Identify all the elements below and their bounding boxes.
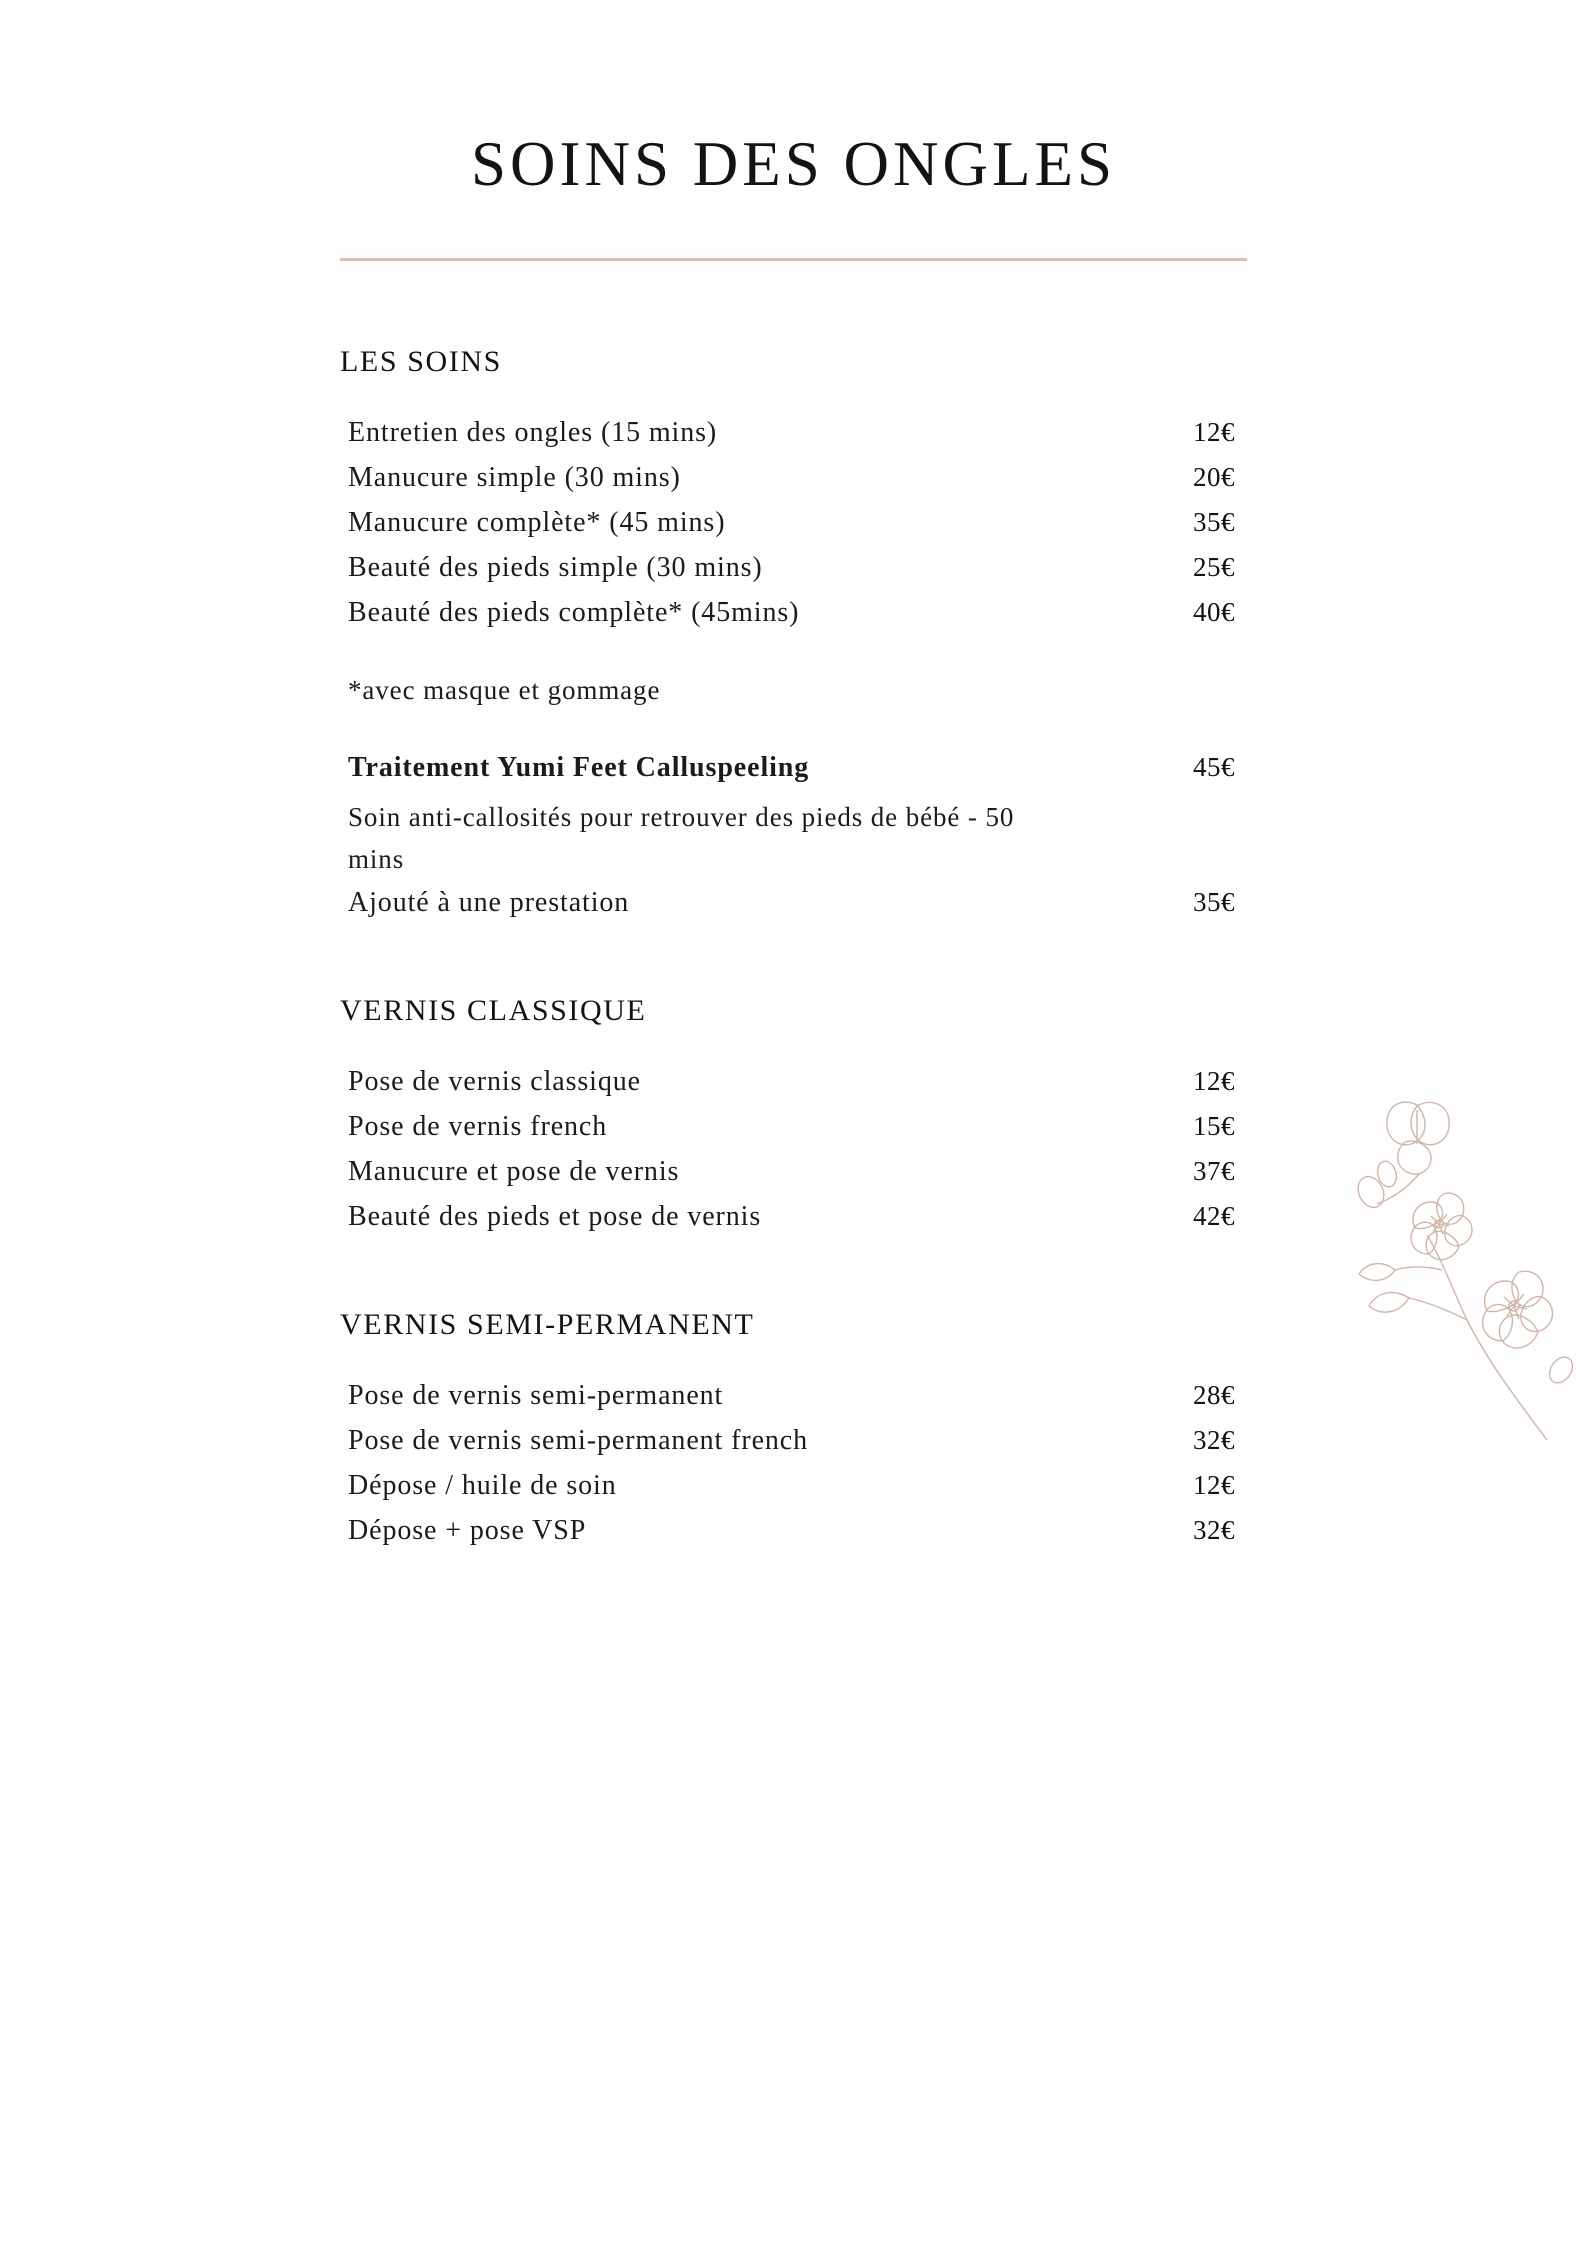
list-item xyxy=(340,462,1260,494)
section-vernis-semi-permanent xyxy=(340,1308,1260,1547)
list-item-featured xyxy=(340,752,1260,784)
service-price: 20€ xyxy=(1193,462,1235,492)
section-footnote: *avec masque et gommage xyxy=(348,675,661,705)
section-heading: VERNIS SEMI-PERMANENT xyxy=(340,1307,755,1341)
service-label: Pose de vernis classique xyxy=(348,1065,641,1097)
service-price: 42€ xyxy=(1193,1200,1235,1231)
service-label: Pose de vernis semi-permanent french xyxy=(348,1424,809,1456)
price-list xyxy=(340,1380,1260,1547)
section-heading: LES SOINS xyxy=(340,345,502,378)
featured-service xyxy=(340,752,1260,919)
service-label: Manucure et pose de vernis xyxy=(348,1155,680,1187)
list-item xyxy=(340,1425,1260,1457)
service-price: 12€ xyxy=(1193,417,1235,447)
service-label: Entretien des ongles (15 mins) xyxy=(348,417,718,448)
service-description: Soin anti-callosités pour retrouver des pieds de bébé - 50 mins xyxy=(348,802,1015,874)
service-price: 35€ xyxy=(1193,507,1235,537)
service-price: 25€ xyxy=(1193,552,1235,582)
service-label: Beauté des pieds simple (30 mins) xyxy=(348,552,763,583)
title-block xyxy=(0,130,1587,199)
service-price: 35€ xyxy=(1193,886,1235,917)
list-item xyxy=(340,1201,1260,1233)
list-item xyxy=(340,1515,1260,1547)
section-heading: VERNIS CLASSIQUE xyxy=(340,993,647,1027)
service-price: 32€ xyxy=(1193,1514,1235,1545)
section-gap xyxy=(340,1246,1260,1308)
service-price: 37€ xyxy=(1193,1155,1235,1186)
service-price: 40€ xyxy=(1193,597,1235,627)
page-title: SOINS DES ONGLES xyxy=(470,129,1117,199)
service-label: Dépose + pose VSP xyxy=(348,1514,587,1546)
list-item xyxy=(340,1470,1260,1502)
service-label: Manucure simple (30 mins) xyxy=(348,462,681,493)
service-price: 15€ xyxy=(1193,1110,1235,1141)
list-item xyxy=(340,507,1260,539)
list-item xyxy=(340,1380,1260,1412)
service-label: Pose de vernis french xyxy=(348,1110,608,1142)
section-les-soins xyxy=(340,345,1260,919)
section-vernis-classique xyxy=(340,994,1260,1233)
list-item xyxy=(340,597,1260,629)
service-price: 32€ xyxy=(1193,1424,1235,1455)
service-label: Beauté des pieds et pose de vernis xyxy=(348,1200,762,1232)
service-label: Ajouté à une prestation xyxy=(348,886,630,918)
service-price: 12€ xyxy=(1193,1469,1235,1500)
price-list xyxy=(340,417,1260,629)
section-gap xyxy=(340,932,1260,994)
list-item xyxy=(340,1066,1260,1098)
list-item xyxy=(340,417,1260,449)
service-price: 45€ xyxy=(1193,752,1235,782)
cherry-blossom-branch-icon xyxy=(1347,1070,1587,1460)
list-item xyxy=(340,1156,1260,1188)
service-label: Dépose / huile de soin xyxy=(348,1469,617,1501)
menu-content xyxy=(340,345,1260,1560)
service-label: Beauté des pieds complète* (45mins) xyxy=(348,597,800,628)
price-list xyxy=(340,1066,1260,1233)
service-price: 12€ xyxy=(1193,1065,1235,1096)
title-divider xyxy=(340,258,1247,261)
service-label: Manucure complète* (45 mins) xyxy=(348,507,726,538)
service-price: 28€ xyxy=(1193,1379,1235,1410)
list-item-addon xyxy=(340,887,1260,919)
list-item xyxy=(340,1111,1260,1143)
service-label: Traitement Yumi Feet Calluspeeling xyxy=(348,752,810,783)
service-label: Pose de vernis semi-permanent xyxy=(348,1379,724,1411)
list-item xyxy=(340,552,1260,584)
